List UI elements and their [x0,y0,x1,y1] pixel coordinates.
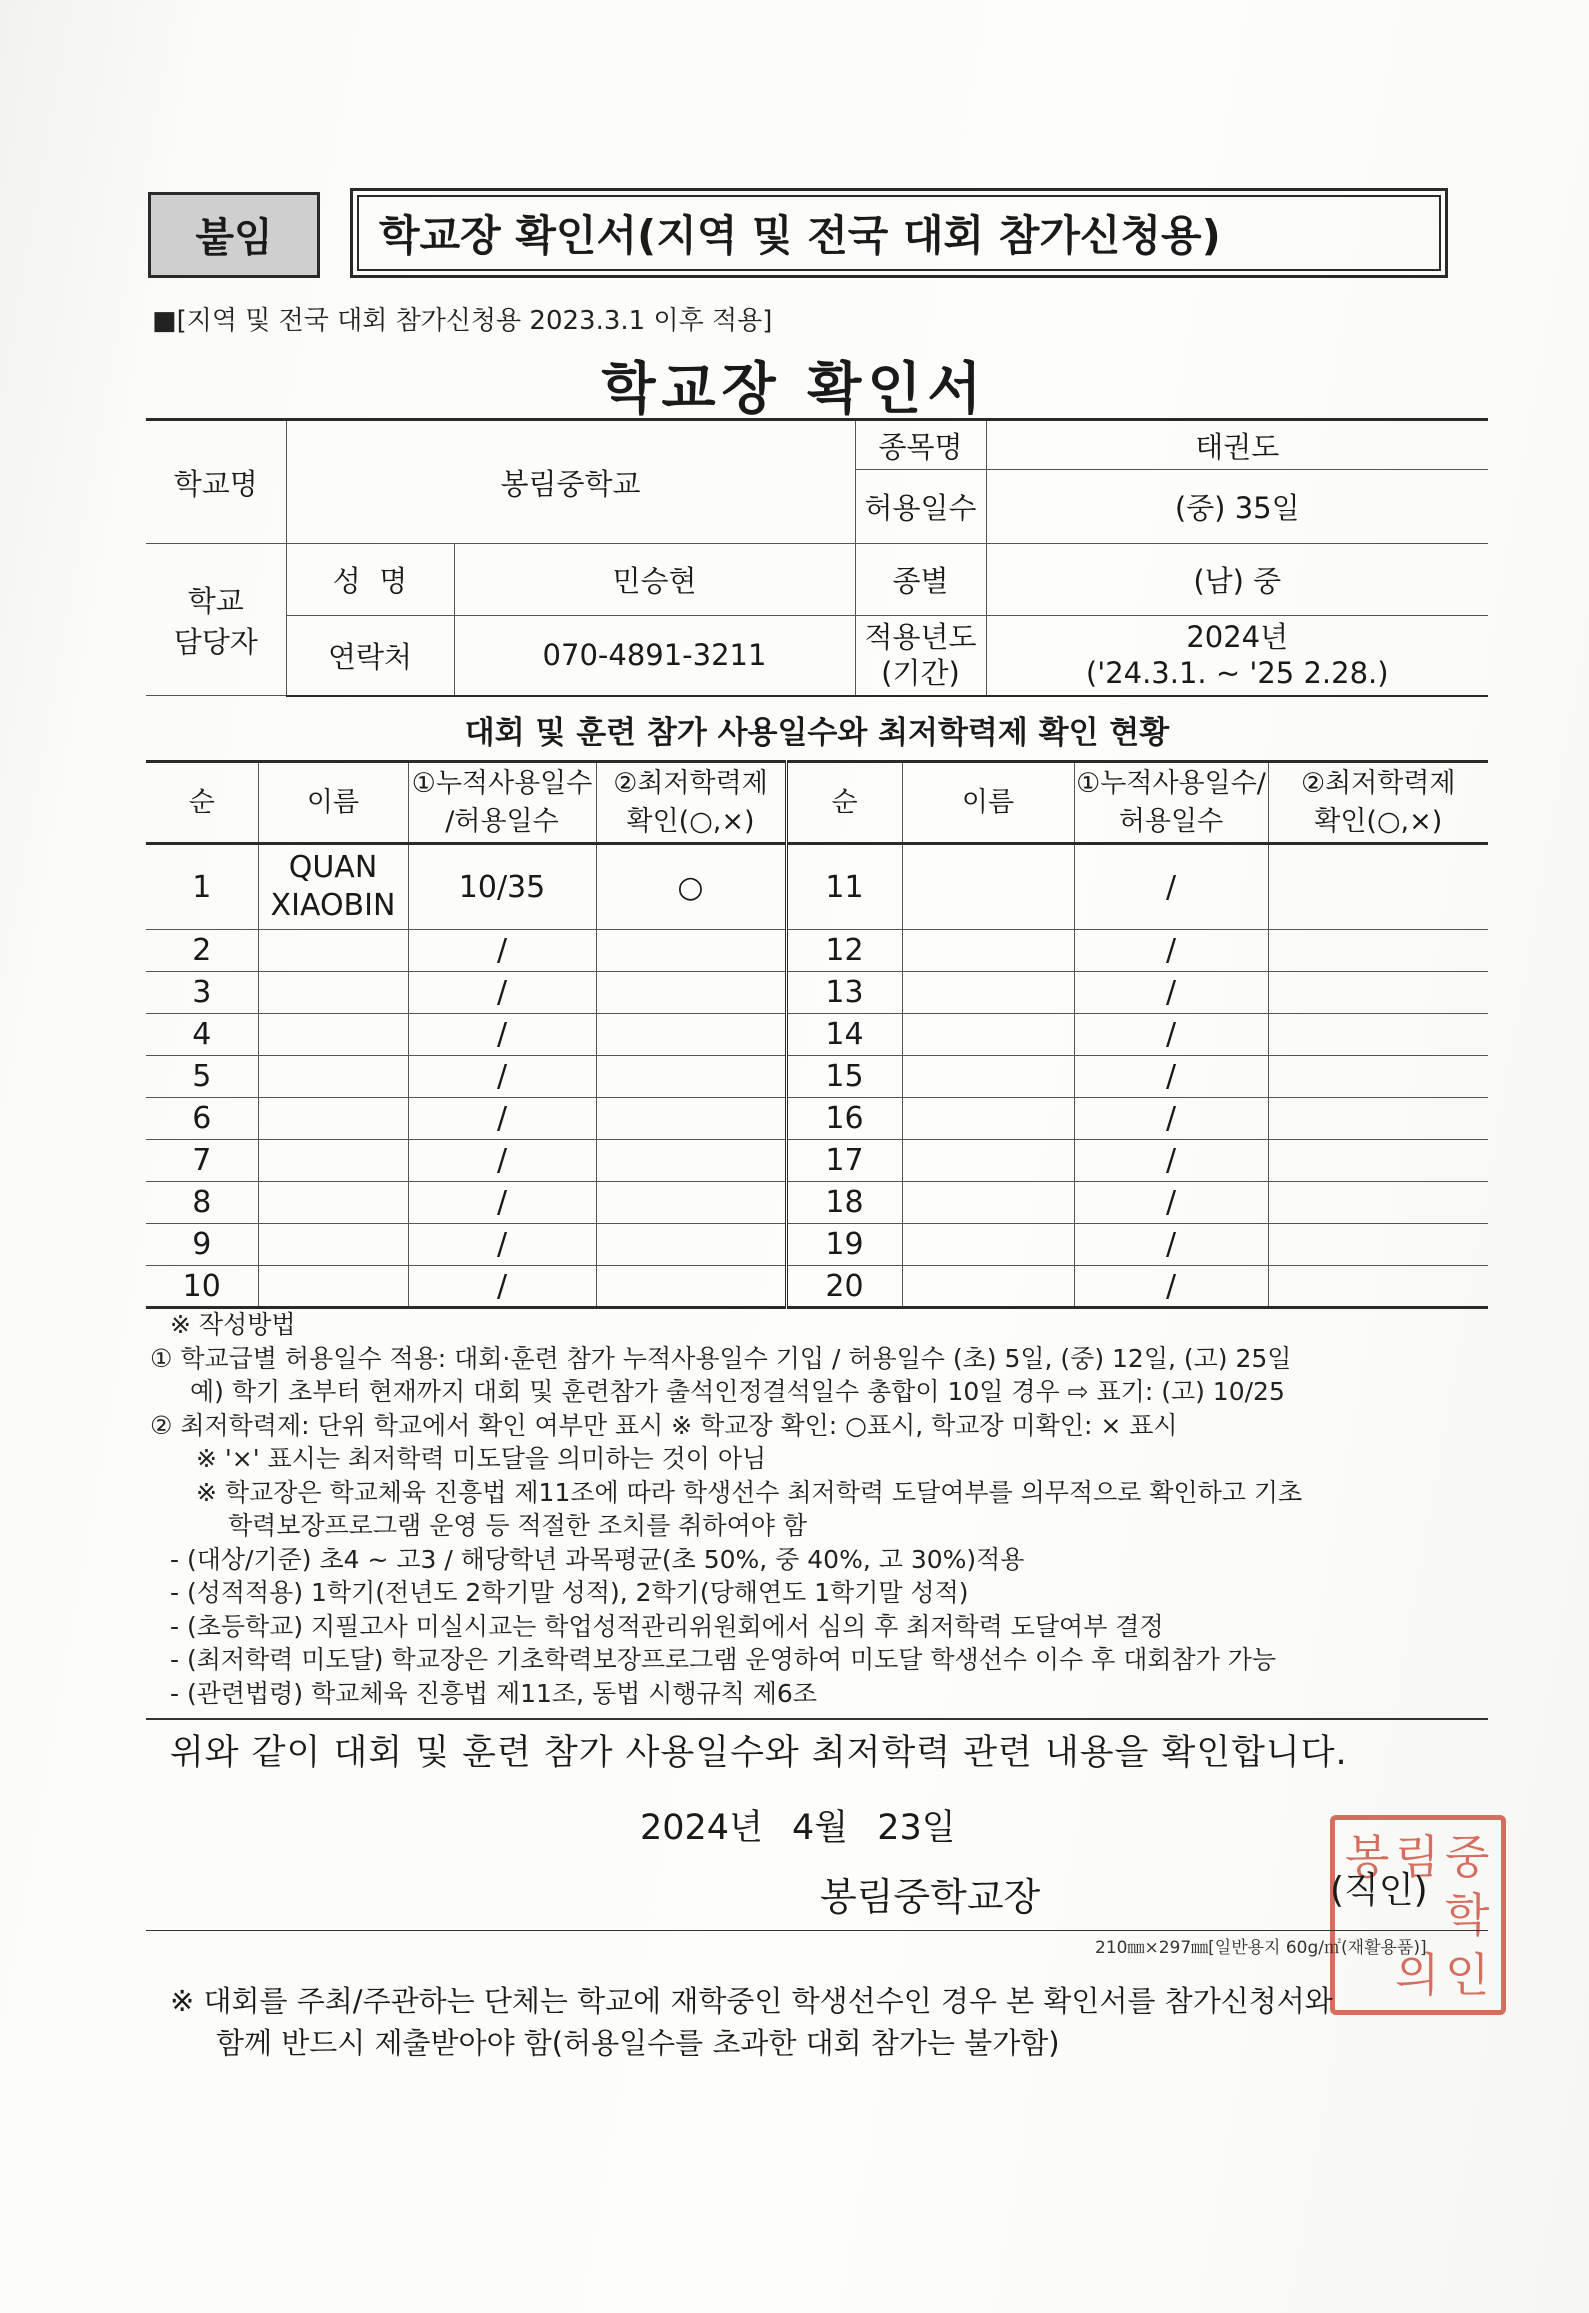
row-check-right [1268,1140,1488,1182]
row-check-right [1268,1014,1488,1056]
issue-date [640,1800,956,1850]
status-header-row [146,762,1488,844]
footer-note [170,1980,1500,2064]
row-days-right: / [1074,844,1268,930]
form-title: 학교장 확인서(지역 및 전국 대회 참가신청용) [350,188,1448,278]
header-days-line2: /허용일수 [445,805,559,837]
row-no: 9 [146,1224,258,1266]
divider [146,1718,1488,1720]
staff-label-line1: 학교 [187,583,244,618]
row-name-right [902,930,1074,972]
year-value-line2: ('24.3.1. ~ '25 2.28.) [1085,656,1389,691]
row-name [258,1098,408,1140]
row-days: / [408,1224,596,1266]
gender-value: (남) 중 [986,544,1488,616]
row-days: / [408,930,596,972]
row-name-right [902,844,1074,930]
principal-name: 봉림중학교장 [820,1875,1041,1919]
row-name [258,1266,408,1308]
header-academic [596,762,786,844]
table-row [146,1224,1488,1266]
row-no-right: 20 [786,1266,902,1308]
row-no: 7 [146,1140,258,1182]
date-month: 4월 [792,1808,849,1848]
info-table [146,418,1488,697]
row-check-right [1268,930,1488,972]
row-days: / [408,1098,596,1140]
applicability-note: ■[지역 및 전국 대회 참가신청용 2023.3.1 이후 적용] [152,306,773,336]
table-row [146,1266,1488,1308]
row-name-line2: XIAOBIN [270,888,396,923]
row-no-right: 17 [786,1140,902,1182]
row-check [596,972,786,1014]
row-check [596,1098,786,1140]
row-check [596,1056,786,1098]
header-academic-right [1268,762,1488,844]
header-name-right: 이름 [902,762,1074,844]
row-no-right: 16 [786,1098,902,1140]
note-1: ① 학교급별 허용일수 적용: 대회·훈련 참가 누적사용일수 기입 / 허용일수 (초) 5일, (중) 12일, (고) 25일 [150,1343,1292,1373]
note-2: ② 최저학력제: 단위 학교에서 확인 여부만 표시 ※ 학교장 확인: ○표시, 학교장 미확인: × 표시 [150,1410,1178,1440]
row-check-right [1268,844,1488,930]
header-academic-line2: 확인(○,×) [626,805,755,837]
row-no: 8 [146,1182,258,1224]
page-title: 학교장 확인서 [601,357,988,422]
year-value-line1: 2024년 [1186,620,1289,655]
row-name-right [902,1266,1074,1308]
year-label-line2: (기간) [881,656,960,691]
official-seal-icon: 봉 림 중 학 의 인 [1330,1815,1506,2015]
detail-2: - (성적적용) 1학기(전년도 2학기말 성적), 2학기(당해연도 1학기말 성적) [170,1578,969,1607]
detail-4: - (최저학력 미도달) 학교장은 기초학력보장프로그램 운영하여 미도달 학생선수 이수 후 대회참가 가능 [170,1645,1277,1674]
bottom-divider [146,1930,1488,1931]
row-no-right: 13 [786,972,902,1014]
row-name-right [902,1056,1074,1098]
row-check-right [1268,972,1488,1014]
row-check-right [1268,1182,1488,1224]
status-title: 대회 및 훈련 참가 사용일수와 최저학력제 확인 현황 [464,715,1170,751]
school-label: 학교명 [146,420,286,544]
row-check: ○ [596,844,786,930]
row-days: / [408,1140,596,1182]
header-days-right [1074,762,1268,844]
row-check-right [1268,1056,1488,1098]
row-days: / [408,972,596,1014]
note-2-b2: 학력보장프로그램 운영 등 적절한 조치를 취하여야 함 [228,1511,807,1540]
table-row [146,1014,1488,1056]
row-name-right [902,972,1074,1014]
header-days [408,762,596,844]
row-name-right [902,1098,1074,1140]
school-value: 봉림중학교 [286,420,855,544]
note-2-a: ※ '×' 표시는 최저학력 미도달을 의미하는 것이 아님 [196,1444,767,1473]
row-name-right [902,1182,1074,1224]
row-days-right: / [1074,1014,1268,1056]
table-row [146,844,1488,930]
status-table [146,760,1488,1309]
name-value: 민승현 [454,544,855,616]
header-days-line1: ①누적사용일수 [411,767,593,799]
row-name [258,1014,408,1056]
year-label-line1: 적용년도 [864,620,977,655]
row-no: 2 [146,930,258,972]
contact-label: 연락처 [286,616,454,696]
row-name [258,1182,408,1224]
row-no: 10 [146,1266,258,1308]
footer-line2: 함께 반드시 제출받아야 함(허용일수를 초과한 대회 참가는 불가함) [216,2026,1060,2060]
row-name-line1: QUAN [288,850,378,885]
row-check-right [1268,1098,1488,1140]
row-no: 5 [146,1056,258,1098]
header-academic-right-line1: ②최저학력제 [1300,767,1456,799]
row-check [596,1266,786,1308]
contact-value: 070-4891-3211 [454,616,855,696]
row-check [596,1182,786,1224]
row-days-right: / [1074,972,1268,1014]
year-value [986,616,1488,696]
table-row [146,1140,1488,1182]
row-days-right: / [1074,1266,1268,1308]
row-name [258,844,408,930]
gender-label: 종별 [855,544,986,616]
row-name [258,930,408,972]
header-no-right: 순 [786,762,902,844]
header-academic-right-line2: 확인(○,×) [1314,805,1443,837]
allowed-days-label: 허용일수 [855,470,986,544]
row-name [258,972,408,1014]
header-days-right-line1: ①누적사용일수/ [1076,767,1266,799]
table-row [146,1056,1488,1098]
row-no-right: 15 [786,1056,902,1098]
detail-1: - (대상/기준) 초4 ~ 고3 / 해당학년 과목평균(초 50%, 중 40%, 고 30%)적용 [170,1544,1025,1574]
row-days: / [408,1056,596,1098]
table-row [146,1098,1488,1140]
row-no-right: 19 [786,1224,902,1266]
table-row [146,972,1488,1014]
row-check-right [1268,1266,1488,1308]
row-name-right [902,1140,1074,1182]
row-name-right [902,1014,1074,1056]
note-1-example: 예) 학기 초부터 현재까지 대회 및 훈련참가 출석인정결석일수 총합이 10일 경우 ⇨ 표기: (고) 10/25 [190,1377,1285,1406]
row-days-right: / [1074,1224,1268,1266]
row-days-right: / [1074,1098,1268,1140]
row-check [596,1014,786,1056]
paper-spec: 210㎜×297㎜[일반용지 60g/㎡(재활용품)] [1095,1938,1427,1958]
row-no-right: 11 [786,844,902,930]
row-name [258,1140,408,1182]
row-days: / [408,1182,596,1224]
row-check [596,930,786,972]
row-no-right: 12 [786,930,902,972]
seal-mark: (직인) [1330,1870,1428,1911]
row-no-right: 14 [786,1014,902,1056]
header-academic-line1: ②최저학력제 [613,767,768,799]
row-check [596,1224,786,1266]
attachment-label: 붙임 [148,192,320,278]
writing-instructions [150,1308,1490,1710]
name-label: 성 명 [286,544,454,616]
table-row [146,1182,1488,1224]
row-no: 6 [146,1098,258,1140]
allowed-days-value: (중) 35일 [986,470,1488,544]
year-label [855,616,986,696]
sport-value: 태권도 [986,420,1488,470]
row-days: 10/35 [408,844,596,930]
row-days-right: / [1074,1182,1268,1224]
detail-3: - (초등학교) 지필고사 미실시교는 학업성적관리위원회에서 심의 후 최저학력 도달여부 결정 [170,1611,1164,1641]
confirmation-text: 위와 같이 대회 및 훈련 참가 사용일수와 최저학력 관련 내용을 확인합니다. [170,1733,1348,1773]
row-no: 3 [146,972,258,1014]
date-day: 23일 [877,1808,956,1848]
table-row [146,930,1488,972]
date-year: 2024년 [640,1808,763,1848]
footer-line1: ※ 대회를 주최/주관하는 단체는 학교에 재학중인 학생선수인 경우 본 확인서를 참가신청서와 [170,1984,1333,2018]
row-days: / [408,1014,596,1056]
notes-heading: ※ 작성방법 [170,1310,296,1339]
detail-5: - (관련법령) 학교체육 진흥법 제11조, 동법 시행규칙 제6조 [170,1678,817,1708]
row-days: / [408,1266,596,1308]
staff-label-line2: 담당자 [173,624,258,659]
row-no-right: 18 [786,1182,902,1224]
row-check [596,1140,786,1182]
header-no: 순 [146,762,258,844]
header-days-right-line2: 허용일수 [1118,805,1224,837]
row-name-right [902,1224,1074,1266]
row-check-right [1268,1224,1488,1266]
row-name [258,1056,408,1098]
sport-label: 종목명 [855,420,986,470]
row-name [258,1224,408,1266]
row-days-right: / [1074,1056,1268,1098]
staff-label [146,544,286,696]
row-days-right: / [1074,930,1268,972]
row-days-right: / [1074,1140,1268,1182]
row-no: 4 [146,1014,258,1056]
row-no: 1 [146,844,258,930]
note-2-b1: ※ 학교장은 학교체육 진흥법 제11조에 따라 학생선수 최저학력 도달여부를 의무적으로 확인하고 기초 [196,1477,1303,1507]
header-name: 이름 [258,762,408,844]
